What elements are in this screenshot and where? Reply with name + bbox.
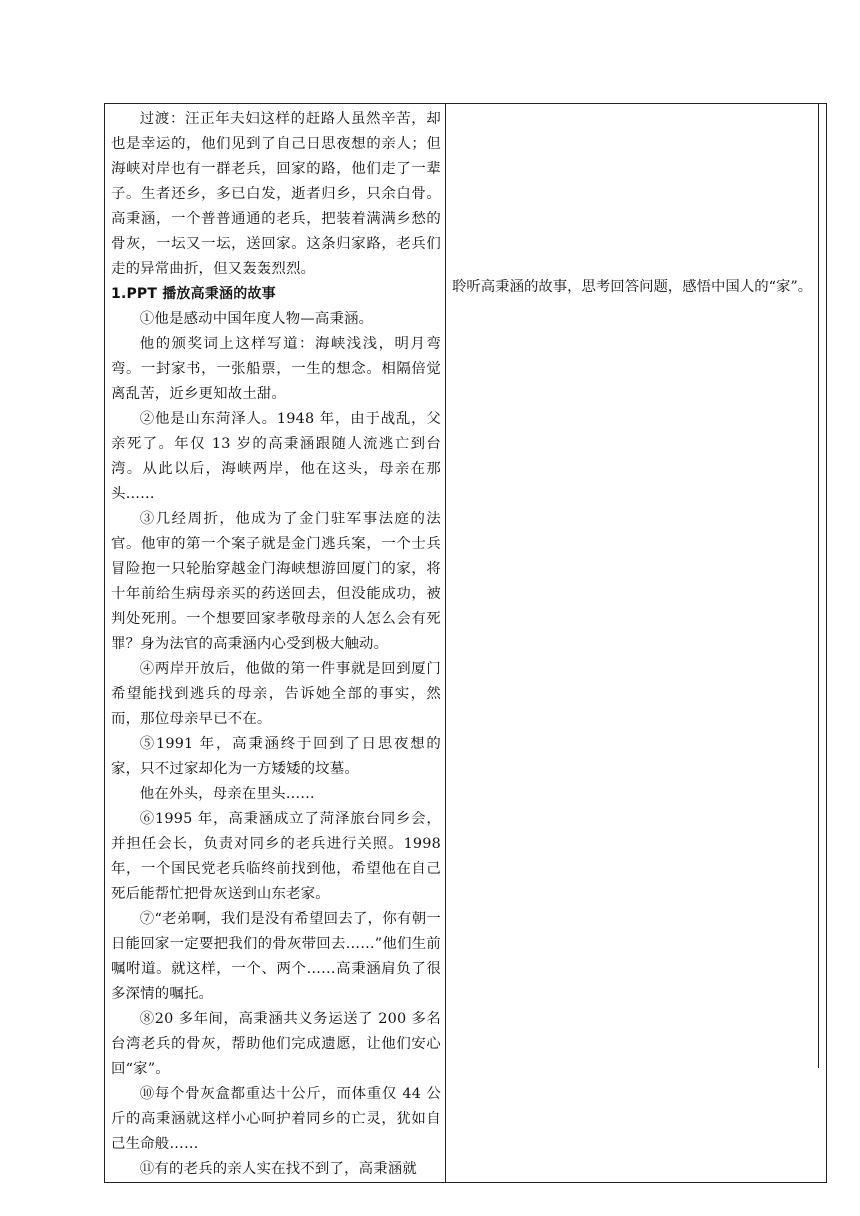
teacher-activity-cell — [105, 104, 446, 1183]
story-paragraph: ⑥1995 年，高秉涵成立了菏泽旅台同乡会，并担任会长，负责对同乡的老兵进行关照。1998 年，一个国民党老兵临终前找到他，希望他在自己死后能帮忙把骨灰送到山东老家。 — [111, 811, 441, 902]
story-paragraph: ②他是山东菏泽人。1948 年，由于战乱，父亲死了。年仅 13 岁的高秉涵跟随人流逃亡到台湾。从此以后，海峡两岸，他在这头，母亲在那头…… — [111, 411, 441, 502]
story-paragraph: ①他是感动中国年度人物—高秉涵。 — [139, 311, 374, 327]
story-paragraph: ⑤1991 年，高秉涵终于回到了日思夜想的家，只不过家却化为一方矮矮的坟墓。 — [111, 736, 441, 777]
student-activity-cell — [446, 104, 827, 1183]
story-paragraph: 他的颁奖词上这样写道：海峡浅浅，明月弯弯。一封家书，一张船票，一生的想念。相隔倍觉离乱苦，近乡更知故土甜。 — [111, 336, 441, 402]
student-activity-text: 聆听高秉涵的故事，思考回答问题，感悟中国人的“家”。 — [452, 279, 813, 295]
lesson-table — [104, 103, 827, 1183]
story-paragraph: ⑪有的老兵的亲人实在找不到了，高秉涵就 — [139, 1161, 418, 1177]
story-paragraph: ⑩每个骨灰盒都重达十公斤，而体重仅 44 公斤的高秉涵就这样小心呵护着同乡的亡灵，犹如自己生命般…… — [111, 1086, 441, 1152]
story-paragraph: ④两岸开放后，他做的第一件事就是回到厦门希望能找到逃兵的母亲，告诉她全部的事实，然而，那位母亲早已不在。 — [111, 661, 441, 727]
intro-paragraph: 过渡：汪正年夫妇这样的赶路人虽然辛苦，却也是幸运的，他们见到了自己日思夜想的亲人；但海峡对岸也有一群老兵，回家的路，他们走了一辈子。生者还乡，多已白发，逝者归乡，只余白骨。高秉涵，一个普普通通的老兵，把装着满满乡愁的骨灰，一坛又一坛，送回家。这条归家路，老兵们走的异常曲折，但又轰轰烈烈。 — [111, 111, 441, 277]
story-paragraph: ⑦“老弟啊，我们是没有希望回去了，你有朝一日能回家一定要把我们的骨灰带回去……”他们生前嘱咐道。就这样，一个、两个……高秉涵肩负了很多深情的嘱托。 — [111, 911, 441, 1002]
story-paragraph: ③几经周折，他成为了金门驻军事法庭的法官。他审的第一个案子就是金门逃兵案，一个士兵冒险抱一只轮胎穿越金门海峡想游回厦门的家，将十年前给生病母亲买的药送回去，但没能成功，被判处死刑。一个想要回家孝敬母亲的人怎么会有死罪？身为法官的高秉涵内心受到极大触动。 — [111, 511, 441, 652]
margin-rule — [818, 103, 819, 1068]
section-heading: 1.PPT 播放高秉涵的故事 — [111, 286, 276, 302]
story-paragraph: 他在外头，母亲在里头…… — [139, 786, 315, 802]
story-paragraph: ⑧20 多年间，高秉涵共义务运送了 200 多名台湾老兵的骨灰，帮助他们完成遗愿，让他们安心回“家”。 — [111, 1011, 441, 1077]
table-row — [105, 104, 827, 1183]
